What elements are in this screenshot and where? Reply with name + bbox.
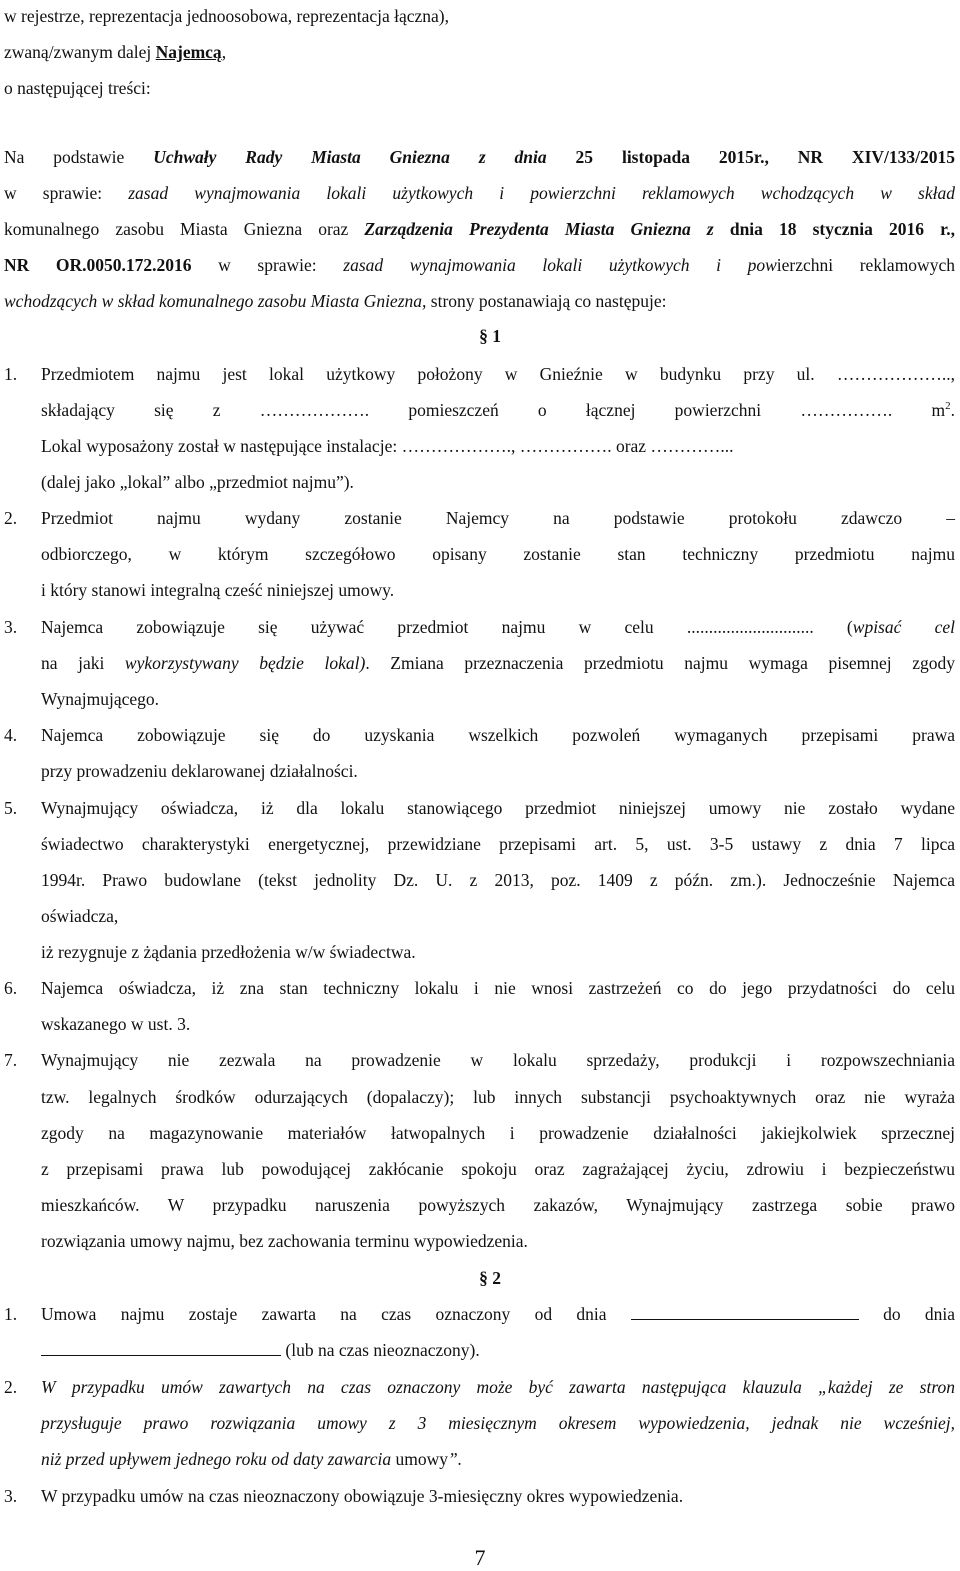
ordinance-number: NR OR.0050.172.2016	[4, 255, 192, 275]
s2-p3-line-1: W przypadku umów na czas nieoznaczony obowiązuje 3-miesięczny okres wypowiedzenia.	[41, 1486, 684, 1506]
s1-p3-text: Najemca zobowiązuje się używać przedmiot najmu w celu ............................. (	[41, 617, 853, 637]
intro-line-2	[4, 41, 226, 63]
s1-p5-line-1: Wynajmujący oświadcza, iż dla lokalu stanowiącego przedmiot niniejszej umowy nie zostało wydane	[41, 798, 955, 818]
preamble-line-2	[4, 182, 955, 204]
s2-p2-line-2: przysługuje prawo rozwiązania umowy z 3 miesięcznym okresem wypowiedzenia, jednak nie wcześniej,	[41, 1413, 955, 1433]
resolution-date: 25 listopada 2015r., NR XIV/133/2015	[546, 147, 955, 167]
s1-p6-line-1: Najemca oświadcza, iż zna stan techniczny lokalu i nie wnosi zastrzeżeń co do jego przydatności do celu	[41, 978, 955, 998]
s1-p7-line-4: z przepisami prawa lub powodującej zakłócanie spokoju oraz zagrażającej życiu, zdrowiu i bezpieczeństwu	[41, 1159, 955, 1179]
s1-p3-text: na jaki	[41, 653, 125, 673]
preamble-text: w sprawie:	[4, 183, 129, 203]
s1-p6-line-2: wskazanego w ust. 3.	[41, 1014, 191, 1034]
s1-p3-line-3: Wynajmującego.	[41, 689, 159, 709]
s1-p5-line-2: świadectwo charakterystyki energetycznej, przewidziane przepisami art. 5, ust. 3-5 ustawy z dnia 7 lipca	[41, 834, 955, 854]
preamble-line-1	[4, 146, 955, 168]
s1-p1-line-4: (dalej jako „lokal” albo „przedmiot najmu”).	[41, 472, 354, 492]
s2-p1-text: (lub na czas nieoznaczony).	[281, 1340, 480, 1360]
intro-text: w rejestrze, reprezentacja jednoosobowa, reprezentacja łączna),	[4, 6, 450, 26]
item-number: 2.	[4, 1377, 18, 1397]
s1-p2-line-1: Przedmiot najmu wydany zostanie Najemcy na podstawie protokołu zdawczo –	[41, 508, 955, 528]
ordinance-title: Zarządzenia Prezydenta Miasta Gniezna z	[364, 219, 714, 239]
s1-p7-line-1: Wynajmujący nie zezwala na prowadzenie w lokalu sprzedaży, produkcji i rozpowszechniania	[41, 1050, 955, 1070]
s2-p1-text: Umowa najmu zostaje zawarta na czas oznaczony od dnia	[41, 1304, 607, 1324]
s2-p2-text: ”.	[448, 1449, 463, 1469]
s1-p5-line-3: 1994r. Prawo budowlane (tekst jednolity Dz. U. z 2013, poz. 1409 z późn. zm.). Jednocześnie Najemca	[41, 870, 955, 890]
purpose-hint: wykorzystywany będzie lokal)	[124, 653, 366, 673]
s1-p7-line-2: tzw. legalnych środków odurzających (dopalaczy); lub innych substancji psychoaktywnych oraz nie wyraża	[41, 1087, 955, 1107]
s1-p1-line-3: Lokal wyposażony został w następujące instalacje: ………………., ……………. oraz …………...	[41, 436, 734, 456]
section-1-heading: § 1	[479, 326, 501, 346]
s2-p1-text: do dnia	[883, 1304, 956, 1324]
intro-text: o następującej treści:	[4, 78, 151, 98]
s1-p1-line-2	[41, 399, 955, 421]
s1-p3-line-1	[41, 616, 955, 638]
s1-p1-text: .	[950, 400, 955, 420]
purpose-hint: wpisać cel	[852, 617, 956, 637]
ordinance-subject: ierzchni reklamowych	[776, 255, 955, 275]
s1-p5-line-4: oświadcza,	[41, 906, 119, 926]
preamble-text: Na podstawie	[4, 147, 154, 167]
item-number: 6.	[4, 978, 18, 998]
s1-p1-line-1: Przedmiotem najmu jest lokal użytkowy położony w Gnieźnie w budynku przy ul. ………………..,	[41, 364, 955, 384]
item-number: 7.	[4, 1050, 18, 1070]
s1-p7-line-6: rozwiązania umowy najmu, bez zachowania terminu wypowiedzenia.	[41, 1231, 528, 1251]
page-number: 7	[474, 1545, 486, 1570]
preamble-line-4	[4, 254, 955, 276]
intro-line-1	[4, 5, 449, 27]
resolution-title: Uchwały Rady Miasta Gniezna z dnia	[153, 147, 547, 167]
end-date-blank[interactable]	[41, 1339, 281, 1356]
item-number: 2.	[4, 508, 18, 528]
ordinance-subject: zasad wynajmowania lokali użytkowych i pow	[343, 255, 777, 275]
item-number: 1.	[4, 364, 18, 384]
item-number: 4.	[4, 725, 18, 745]
intro-line-3	[4, 77, 151, 99]
tenant-term: Najemcą	[155, 42, 222, 62]
s1-p7-line-3: zgody na magazynowanie materiałów łatwopalnych i prowadzenie działalności jakiejkolwiek sprzecznej	[41, 1123, 955, 1143]
item-number: 3.	[4, 617, 18, 637]
s2-p2-line-3	[41, 1448, 462, 1470]
ordinance-date: dnia 18 stycznia 2016 r.,	[713, 219, 956, 239]
intro-text: zwaną/zwanym dalej	[4, 42, 156, 62]
s2-p1-line-1	[41, 1303, 955, 1325]
s1-p4-line-2: przy prowadzeniu deklarowanej działalności.	[41, 761, 358, 781]
superscript: 2	[945, 400, 951, 413]
start-date-blank[interactable]	[631, 1303, 859, 1320]
item-number: 1.	[4, 1304, 18, 1324]
s1-p4-line-1: Najemca zobowiązuje się do uzyskania wszelkich pozwoleń wymaganych przepisami prawa	[41, 725, 955, 745]
preamble-text: komunalnego zasobu Miasta Gniezna oraz	[4, 219, 365, 239]
s2-p2-text: niż przed upływem jednego roku od daty zawarcia	[41, 1449, 396, 1469]
s1-p5-line-5: iż rezygnuje z żądania przedłożenia w/w świadectwa.	[41, 942, 416, 962]
item-number: 3.	[4, 1486, 18, 1506]
s1-p7-line-5: mieszkańców. W przypadku naruszenia powyższych zakazów, Wynajmujący zastrzega sobie prawo	[41, 1195, 955, 1215]
preamble-text: w sprawie:	[191, 255, 344, 275]
s2-p1-line-2	[41, 1339, 480, 1361]
s2-p2-line-1: W przypadku umów zawartych na czas oznaczony może być zawarta następująca klauzula „każdej ze stron	[41, 1377, 955, 1397]
s1-p2-line-2: odbiorczego, w którym szczegółowo opisany zostanie stan techniczny przedmiotu najmu	[41, 544, 955, 564]
preamble-line-5	[4, 290, 666, 312]
preamble-line-3	[4, 218, 955, 240]
s1-p1-text: składający się z ………………. pomieszczeń o łącznej powierzchni ……………. m	[41, 400, 946, 420]
resolution-subject: zasad wynajmowania lokali użytkowych i powierzchni reklamowych wchodzących w skład	[128, 183, 955, 203]
item-number: 5.	[4, 798, 18, 818]
intro-text: ,	[221, 42, 227, 62]
ordinance-subject: wchodzących w skład komunalnego zasobu Miasta Gniezna,	[4, 291, 427, 311]
s1-p2-line-3: i który stanowi integralną cześć niniejszej umowy.	[41, 580, 395, 600]
s1-p3-text: . Zmiana przeznaczenia przedmiotu najmu wymaga pisemnej zgody	[365, 653, 955, 673]
s2-p2-text: umowy	[395, 1449, 448, 1469]
s1-p3-line-2	[41, 652, 955, 674]
section-2-heading: § 2	[479, 1268, 501, 1288]
preamble-text: strony postanawiają co następuje:	[426, 291, 667, 311]
